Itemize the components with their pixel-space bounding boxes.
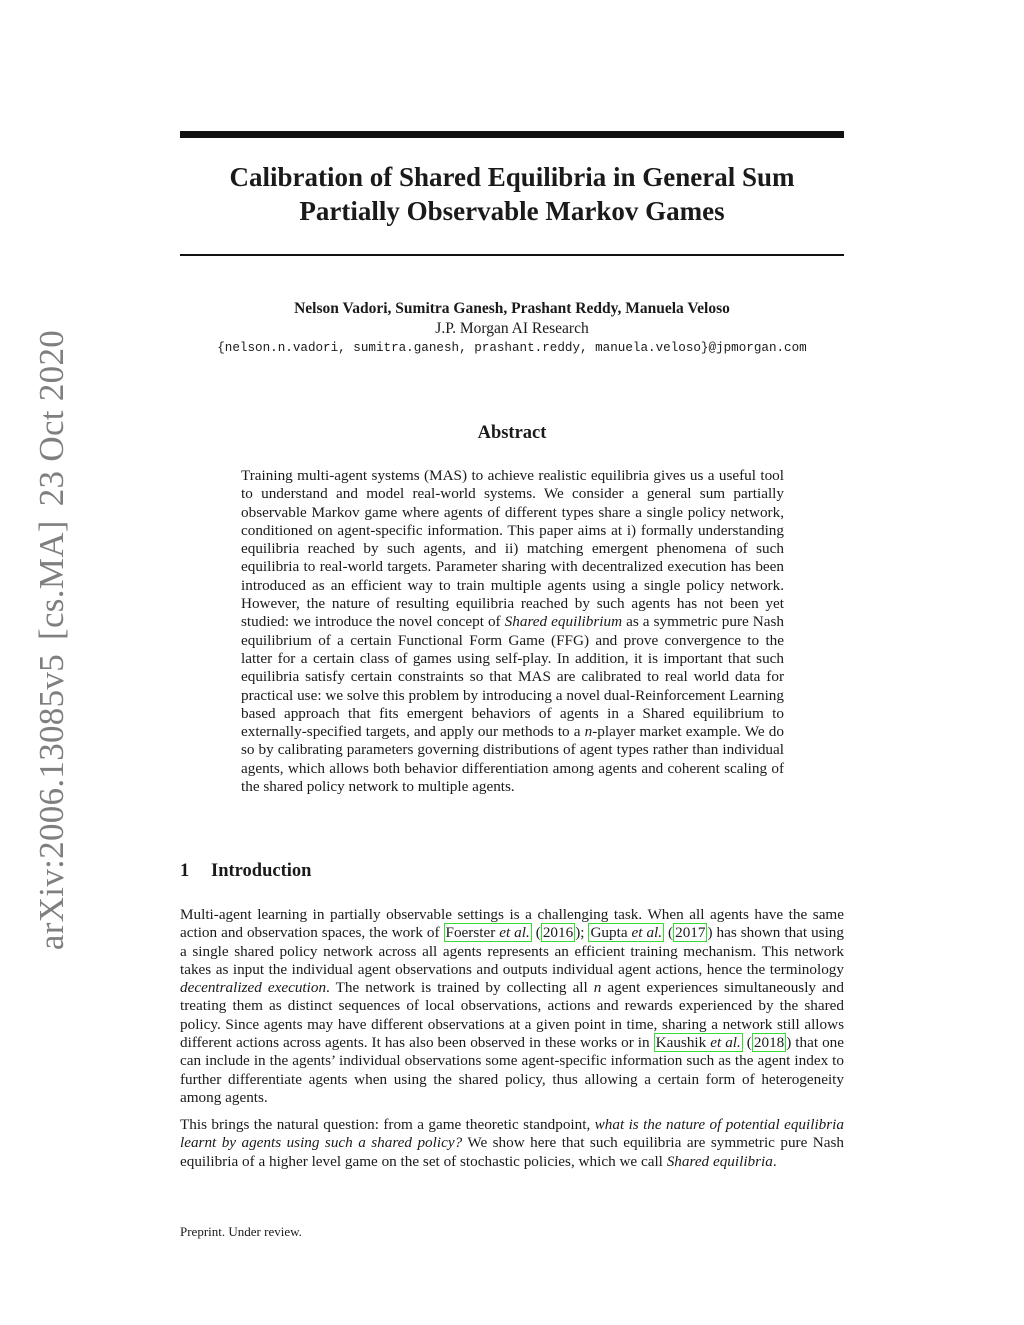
intro-p1-math-n: n — [593, 979, 602, 997]
intro-p1-text-b: has shown that using a single shared policy network across all agents represents an efficient training mechanism. This network takes as input the individual agent observations and outputs individual agent actions, hence the terminology — [180, 924, 844, 978]
citation-link-kaushik[interactable] — [654, 1033, 743, 1052]
author-list: Nelson Vadori, Sumitra Ganesh, Prashant Reddy, Manuela Veloso — [294, 300, 730, 317]
citation-author: Foerster — [445, 924, 500, 942]
intro-p2-text-a: This brings the natural question: from a game theoretic standpoint, — [180, 1116, 595, 1133]
abstract-text-2: as a symmetric pure Nash equilibrium of a certain Functional Form Game (FFG) and prove convergence to the latter for a certain class of games using self-play. In addition, it is important that such equilibria satisfy certain constraints so that MAS are calibrated to real world data for practical use: we solve this problem by introducing a novel dual-Reinforcement Learning based approach that fits emergent behaviors of agents in a Shared equilibrium to externally-specified targets, and apply our methods to a — [241, 613, 785, 741]
intro-p1-text-e: that one can include in the agents’ individual observations some agent-specific information such as the agent index to further differentiate agents when using the shared policy, thus allowing a certain form of heterogeneity among agents. — [180, 1034, 845, 1106]
intro-p2-emphasis-2: Shared equilibria — [666, 1152, 773, 1170]
citation-year-link-2016[interactable]: 2016 — [542, 924, 574, 942]
preprint-footer: Preprint. Under review. — [180, 1224, 302, 1239]
citation-etal: et al. — [710, 1034, 741, 1052]
paper-title-line-2: Partially Observable Markov Games — [299, 196, 725, 226]
citation-etal: et al. — [499, 924, 530, 942]
paper-title — [180, 160, 844, 228]
citation-year-link-2017[interactable]: 2017 — [675, 924, 706, 942]
abstract-text-3: -player market example. We do so by calibrating parameters governing distributions of agent types rather than individual agents, which allows both behavior differentiation among agents and coherent scaling of the shared policy network to multiple agents. — [241, 723, 784, 796]
author-emails: {nelson.n.vadori, sumitra.ganesh, prashant.reddy, manuela.veloso}@jpmorgan.com — [217, 341, 807, 355]
section-number: 1 — [180, 861, 190, 881]
arxiv-stamp — [32, 330, 72, 950]
intro-p1-text-d: agent experiences simultaneously and treating them as distinct sequences of local observations, actions and rewards experienced by the shared policy. Since agents may have different observations at a given point in time, sharing a network still allows different actions across agents. It has also been observed in these works or in — [180, 979, 844, 1052]
affiliation: J.P. Morgan AI Research — [435, 320, 589, 337]
intro-p1-emphasis: decentralized execution — [180, 979, 327, 997]
intro-p1-text-a: Multi-agent learning in partially observable settings is a challenging task. When all agents have the same action and observation spaces, the work of — [180, 906, 844, 942]
citation-year-link-2018[interactable]: 2018 — [753, 1034, 785, 1052]
arxiv-id: arXiv:2006.13085v5 — [32, 653, 71, 951]
abstract-heading: Abstract — [477, 423, 547, 443]
arxiv-category: [cs.MA] — [32, 520, 71, 640]
citation-author: Gupta — [590, 924, 632, 942]
intro-paragraph-1: Multi-agent learning in partially observable settings is a challenging task. When all agents have the same action and observation spaces, the work of Foerster et al. ( 2016 ); Gupta et al. ( 2017 ) has shown that using a single shared policy network across all agents represents an efficient training mechanism. This network takes as input the individual agent observations and outputs individual agent actions, hence the terminology decentralized execution. The network is trained by collecting all n agent experiences simultaneously and treating them as distinct sequences of local observations, actions and rewards experienced by the shared policy. Since agents may have different observations at a given point in time, sharing a network still allows different actions across agents. It has also been observed in these works or in Kaushik et al. ( 2018 ) that one can include in the agents’ individual observations some agent-specific information such as the agent index to further differentiate agents when using the shared policy, thus allowing a certain form of heterogeneity among agents. — [180, 906, 845, 1106]
section-heading-introduction — [180, 860, 844, 882]
citation-etal: et al. — [631, 924, 663, 942]
citation-separator: ; — [580, 924, 589, 942]
intro-p2-text-c: . — [772, 1152, 777, 1170]
intro-p2-emphasis: what is the nature of potential equilibria learnt by agents using such a shared policy? — [180, 1116, 844, 1152]
abstract-math-n: n — [584, 723, 593, 741]
abstract-body — [241, 467, 784, 796]
section-title: Introduction — [211, 861, 312, 881]
title-bottom-rule — [180, 254, 844, 256]
intro-p2-text-b: We show here that such equilibria are symmetric pure Nash equilibria of a higher level game on the set of stochastic policies, which we call — [180, 1134, 844, 1170]
intro-p1-text-c: . The network is trained by collecting all — [326, 979, 594, 997]
abstract-emphasis: Shared equilibrium — [504, 613, 623, 631]
citation-author: Kaushik — [655, 1034, 711, 1052]
intro-paragraph-2 — [180, 1116, 844, 1171]
citation-link-foerster[interactable] — [444, 923, 532, 942]
abstract-text-1: Training multi-agent systems (MAS) to achieve realistic equilibria gives us a useful tool to understand and model real-world systems. We consider a general sum partially observable Markov game where agents of different types share a single policy network, conditioned on agent-specific information. This paper aims at i) formally understanding equilibria reached by such agents, and ii) matching emergent phenomena of such equilibria to real-world targets. Parameter sharing with decentralized execution has been introduced as an efficient way to train multiple agents using a single policy network. However, the nature of resulting equilibria reached by such agents has not been yet studied: we introduce the novel concept of — [241, 467, 784, 631]
title-top-rule — [180, 131, 844, 138]
citation-link-gupta[interactable] — [588, 923, 664, 942]
arxiv-date: 23 Oct 2020 — [32, 329, 71, 507]
paper-title-line-1: Calibration of Shared Equilibria in General Sum — [229, 162, 795, 192]
